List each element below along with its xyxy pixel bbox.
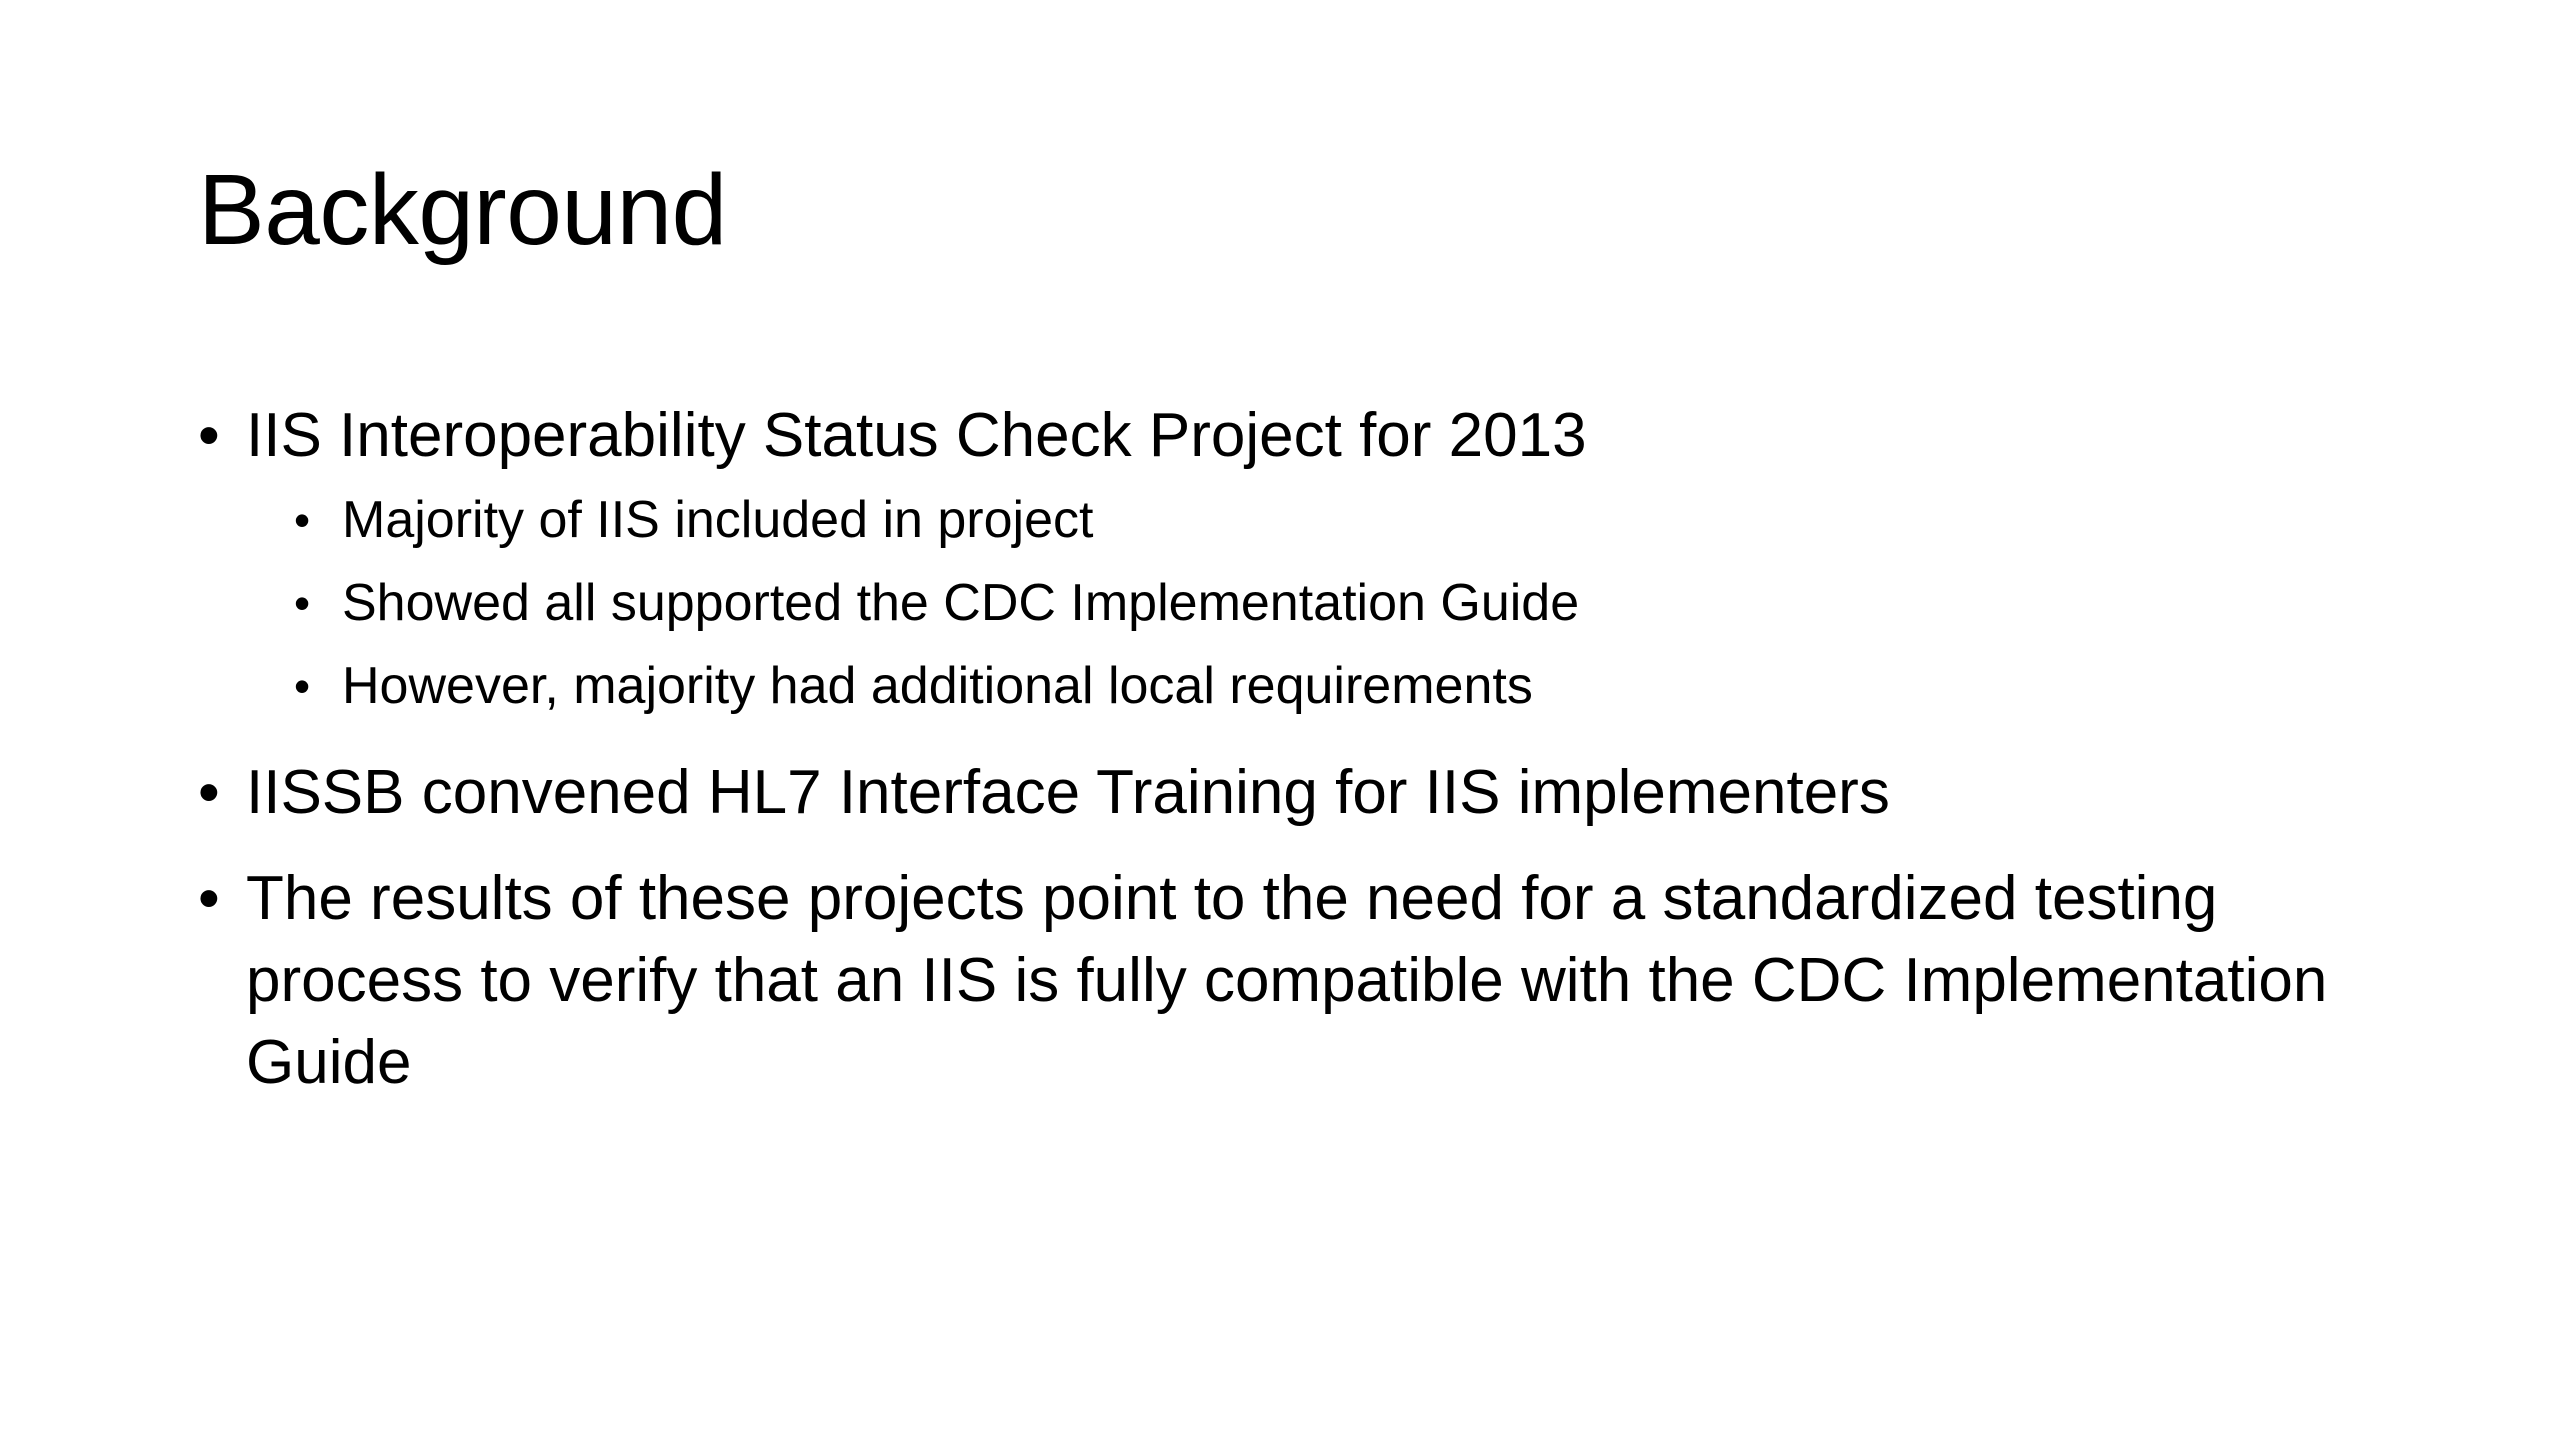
sub-bullet-text: Showed all supported the CDC Implementation Guide xyxy=(342,574,1580,632)
bullet-marker: • xyxy=(198,758,220,827)
slide-title: Background xyxy=(198,154,727,266)
bullet-text: IIS Interoperability Status Check Project for 2013 xyxy=(246,401,1587,470)
sub-bullet-marker: • xyxy=(294,577,311,629)
bullet-text: IISSB convened HL7 Interface Training for IIS implementers xyxy=(246,758,1890,827)
sub-bullet-item xyxy=(294,479,2398,562)
sub-bullet-marker: • xyxy=(294,494,311,546)
bullet-text: The results of these projects point to the need for a standardized testing process to verify that an IIS is fully compatible with the CDC Implementation Guide xyxy=(246,864,2328,1097)
bullet-item xyxy=(198,858,2398,1104)
sub-bullet-marker: • xyxy=(294,660,311,712)
sub-bullet-item xyxy=(294,562,2398,645)
bullet-marker: • xyxy=(198,864,220,933)
bullet-list xyxy=(198,395,2398,1104)
sub-bullet-item xyxy=(294,645,2398,728)
bullet-marker: • xyxy=(198,401,220,470)
bullet-item xyxy=(198,752,2398,834)
sub-bullet-text: Majority of IIS included in project xyxy=(342,491,1094,549)
sub-bullet-list xyxy=(246,479,2398,728)
bullet-item xyxy=(198,395,2398,728)
sub-bullet-text: However, majority had additional local requirements xyxy=(342,657,1533,715)
